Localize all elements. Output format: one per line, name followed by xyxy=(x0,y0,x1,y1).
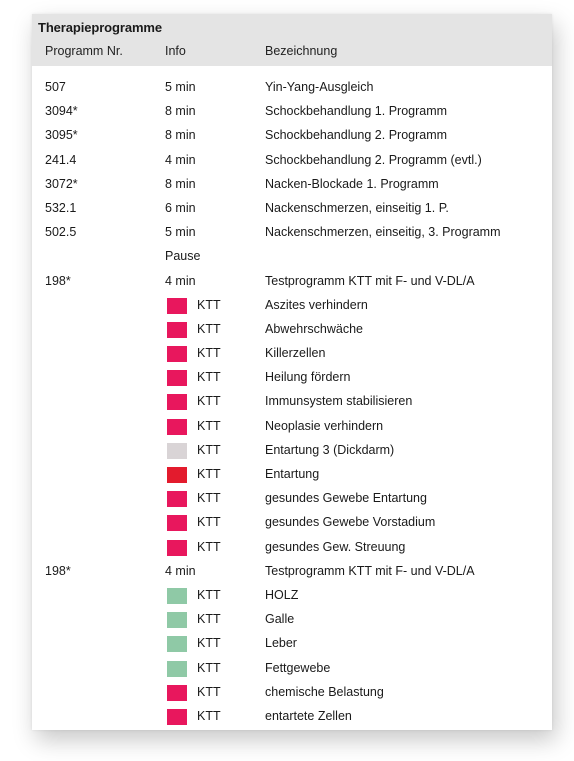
status-color-swatch xyxy=(167,322,187,338)
program-number: 3094* xyxy=(45,104,78,119)
table-row xyxy=(32,415,552,439)
program-number: 502.5 xyxy=(45,225,77,240)
table-row xyxy=(32,294,552,318)
program-name: gesundes Gewebe Entartung xyxy=(265,491,427,506)
table-row xyxy=(32,632,552,656)
status-color-swatch xyxy=(167,443,187,459)
program-name: Schockbehandlung 1. Programm xyxy=(265,104,448,119)
ktt-label: KTT xyxy=(197,442,221,457)
program-number: 507 xyxy=(45,80,66,94)
program-name: Nackenschmerzen, einseitig 1. P. xyxy=(265,200,449,215)
table-row xyxy=(32,657,552,681)
table-row xyxy=(32,76,552,100)
program-name: Yin-Yang-Ausgleich xyxy=(265,80,374,94)
ktt-label: KTT xyxy=(197,539,221,554)
status-color-swatch xyxy=(167,419,187,435)
ktt-label: KTT xyxy=(197,684,221,699)
program-name: Leber xyxy=(265,636,297,651)
ktt-label: KTT xyxy=(197,321,221,336)
program-number: 198* xyxy=(45,563,71,578)
program-name: Abwehrschwäche xyxy=(265,321,363,336)
table-row xyxy=(32,390,552,414)
table-row xyxy=(32,608,552,632)
program-info: 5 min xyxy=(165,80,196,94)
program-info: 6 min xyxy=(165,200,196,215)
status-color-swatch xyxy=(167,467,187,483)
table-row xyxy=(32,536,552,560)
program-info: 4 min xyxy=(165,273,196,288)
ktt-label: KTT xyxy=(197,297,221,312)
table-row xyxy=(32,463,552,487)
program-number: 3072* xyxy=(45,176,78,191)
column-header-program-number: Programm Nr. xyxy=(45,44,123,58)
ktt-label: KTT xyxy=(197,708,221,723)
table-row xyxy=(32,245,552,269)
status-color-swatch xyxy=(167,346,187,362)
ktt-label: KTT xyxy=(197,467,221,481)
table-header xyxy=(32,14,552,66)
program-info: Pause xyxy=(165,249,201,264)
status-color-swatch xyxy=(167,298,187,314)
ktt-label: KTT xyxy=(197,491,221,506)
table-row xyxy=(32,681,552,705)
program-name: chemische Belastung xyxy=(265,684,384,699)
program-name: entartete Zellen xyxy=(265,708,352,723)
program-name: Fettgewebe xyxy=(265,660,331,675)
table-row xyxy=(32,221,552,245)
program-name: Testprogramm KTT mit F- und V-DL/A xyxy=(265,273,475,288)
program-name: Heilung fördern xyxy=(265,370,351,385)
ktt-label: KTT xyxy=(197,346,221,361)
table-row xyxy=(32,584,552,608)
status-color-swatch xyxy=(167,636,187,652)
status-color-swatch xyxy=(167,661,187,677)
table-row xyxy=(32,124,552,148)
status-color-swatch xyxy=(167,685,187,701)
program-name: Nacken-Blockade 1. Programm xyxy=(265,176,439,191)
table-row xyxy=(32,560,552,584)
table-row xyxy=(32,366,552,390)
status-color-swatch xyxy=(167,394,187,410)
column-header-name: Bezeichnung xyxy=(265,44,338,58)
program-name: Testprogramm KTT mit F- und V-DL/A xyxy=(265,563,475,578)
program-name: gesundes Gewebe Vorstadium xyxy=(265,515,436,530)
status-color-swatch xyxy=(167,709,187,725)
program-name: Entartung xyxy=(265,467,320,481)
therapy-program-sheet xyxy=(32,14,552,730)
table-row xyxy=(32,318,552,342)
table-row xyxy=(32,487,552,511)
program-info: 8 min xyxy=(165,128,196,143)
program-table-body xyxy=(32,76,552,729)
table-row xyxy=(32,511,552,535)
status-color-swatch xyxy=(167,491,187,507)
program-number: 532.1 xyxy=(45,200,77,215)
table-row xyxy=(32,270,552,294)
status-color-swatch xyxy=(167,612,187,628)
program-info: 4 min xyxy=(165,563,196,578)
program-name: HOLZ xyxy=(265,587,299,602)
status-color-swatch xyxy=(167,540,187,556)
table-row xyxy=(32,705,552,729)
program-name: Entartung 3 (Dickdarm) xyxy=(265,442,395,457)
table-row xyxy=(32,100,552,124)
program-info: 8 min xyxy=(165,176,196,191)
program-info: 4 min xyxy=(165,152,196,167)
program-name: Galle xyxy=(265,612,295,627)
program-name: Schockbehandlung 2. Programm xyxy=(265,128,448,143)
table-row xyxy=(32,173,552,197)
ktt-label: KTT xyxy=(197,660,221,675)
table-row xyxy=(32,197,552,221)
program-number: 198* xyxy=(45,273,71,288)
program-name: Aszites verhindern xyxy=(265,297,368,312)
column-header-info: Info xyxy=(165,44,186,58)
ktt-label: KTT xyxy=(197,612,221,627)
ktt-label: KTT xyxy=(197,587,221,602)
ktt-label: KTT xyxy=(197,636,221,651)
program-info: 5 min xyxy=(165,225,196,240)
program-name: Neoplasie verhindern xyxy=(265,418,384,433)
ktt-label: KTT xyxy=(197,418,221,433)
program-name: gesundes Gew. Streuung xyxy=(265,539,406,554)
program-info: 8 min xyxy=(165,104,196,119)
table-row xyxy=(32,342,552,366)
ktt-label: KTT xyxy=(197,515,221,530)
ktt-label: KTT xyxy=(197,370,221,385)
program-name: Nackenschmerzen, einseitig, 3. Programm xyxy=(265,225,501,240)
program-name: Immunsystem stabilisieren xyxy=(265,394,413,409)
status-color-swatch xyxy=(167,515,187,531)
table-row xyxy=(32,439,552,463)
program-name: Killerzellen xyxy=(265,346,326,361)
status-color-swatch xyxy=(167,588,187,604)
status-color-swatch xyxy=(167,370,187,386)
page-title: Therapieprogramme xyxy=(38,20,163,35)
program-number: 241.4 xyxy=(45,152,77,167)
ktt-label: KTT xyxy=(197,394,221,409)
program-name: Schockbehandlung 2. Programm (evtl.) xyxy=(265,152,482,167)
program-number: 3095* xyxy=(45,128,78,143)
table-row xyxy=(32,149,552,173)
